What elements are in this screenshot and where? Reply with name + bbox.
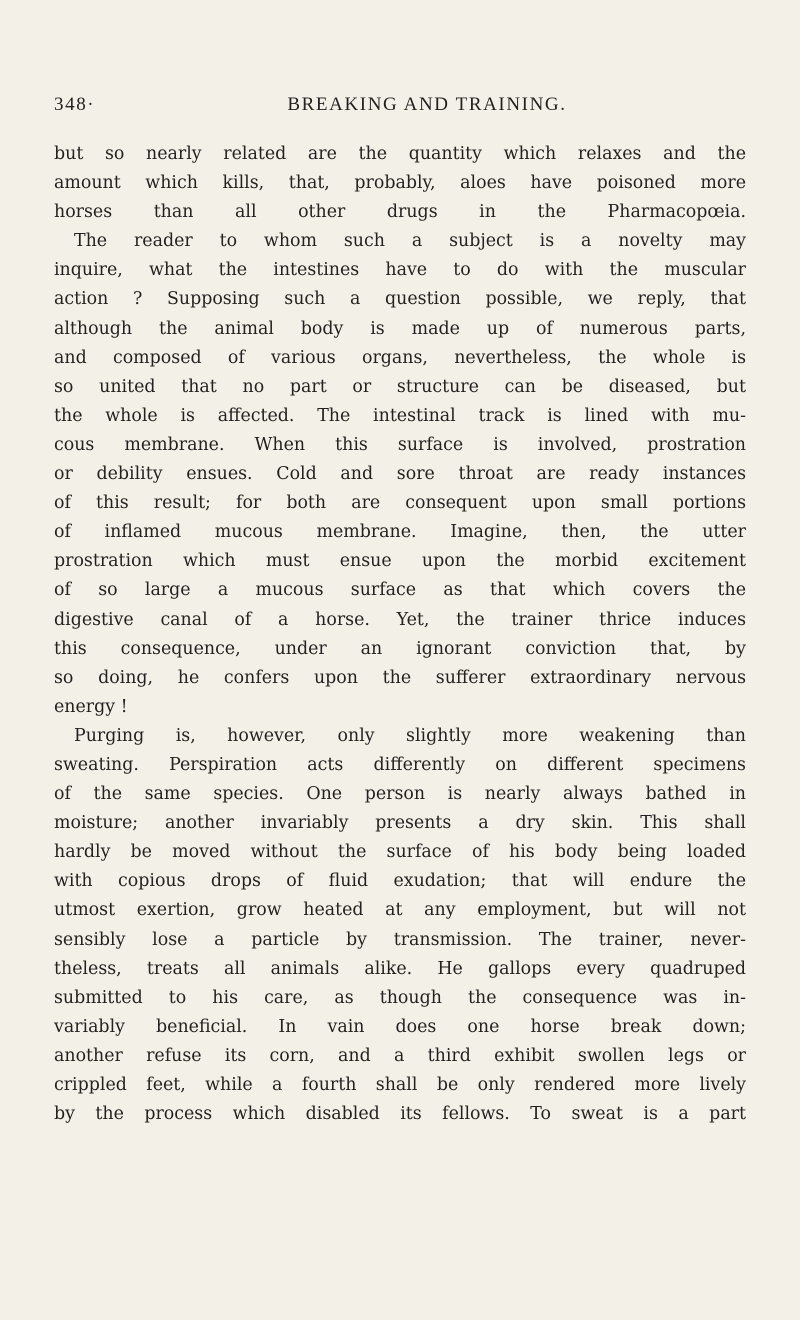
body-text [54, 140, 746, 1129]
text-line: of inflamed mucous membrane. Imagine, then, the utter [54, 522, 746, 543]
text-line: prostration which must ensue upon the morbid excitement [54, 551, 746, 572]
text-line: inquire, what the intestines have to do with the muscular [54, 260, 746, 281]
text-line: action ? Supposing such a question possible, we reply, that [54, 289, 746, 310]
text-line: by the process which disabled its fellows. To sweat is a part [54, 1104, 746, 1125]
text-line: of so large a mucous surface as that which covers the [54, 580, 746, 601]
text-line: horses than all other drugs in the Pharmacopœia. [54, 202, 746, 223]
running-title: BREAKING AND TRAINING. [287, 94, 567, 115]
text-line: another refuse its corn, and a third exhibit swollen legs or [54, 1045, 746, 1066]
text-line: with copious drops of fluid exudation; that will endure the [54, 871, 746, 892]
text-line: and composed of various organs, nevertheless, the whole is [54, 347, 746, 368]
text-line: but so nearly related are the quantity which relaxes and the [54, 144, 746, 164]
text-line: crippled feet, while a fourth shall be only rendered more lively [54, 1075, 746, 1095]
text-line: energy ! [54, 696, 128, 717]
text-line: of this result; for both are consequent upon small portions [54, 493, 746, 514]
text-line: digestive canal of a horse. Yet, the trainer thrice induces [54, 609, 746, 630]
text-line: submitted to his care, as though the consequence was in- [54, 987, 746, 1008]
text-line: theless, treats all animals alike. He gallops every quadruped [54, 958, 746, 979]
text-line: although the animal body is made up of numerous parts, [54, 318, 746, 339]
text-line: utmost exertion, grow heated at any employment, but will not [54, 900, 746, 921]
text-line: moisture; another invariably presents a dry skin. This shall [54, 813, 746, 834]
text-line: cous membrane. When this surface is involved, prostration [54, 434, 746, 455]
page-number: 348· [54, 94, 96, 115]
text-line: The reader to whom such a subject is a novelty may [74, 231, 746, 252]
text-line: or debility ensues. Cold and sore throat are ready instances [54, 464, 746, 485]
page-header [54, 94, 754, 122]
text-line: variably beneficial. In vain does one horse break down; [54, 1016, 746, 1037]
text-line: Purging is, however, only slightly more weakening than [74, 725, 746, 746]
text-line: so doing, he confers upon the sufferer extraordinary nervous [54, 667, 746, 688]
text-line: sensibly lose a particle by transmission. The trainer, never- [54, 929, 746, 950]
text-line: sweating. Perspiration acts differently on different specimens [54, 754, 746, 775]
text-line: the whole is affected. The intestinal track is lined with mu- [54, 405, 746, 426]
text-line: hardly be moved without the surface of his body being loaded [54, 842, 746, 863]
text-line: this consequence, under an ignorant conviction that, by [54, 638, 746, 659]
text-line: so united that no part or structure can be diseased, but [54, 376, 746, 397]
text-line: of the same species. One person is nearly always bathed in [54, 784, 746, 805]
text-line: amount which kills, that, probably, aloes have poisoned more [54, 173, 746, 194]
